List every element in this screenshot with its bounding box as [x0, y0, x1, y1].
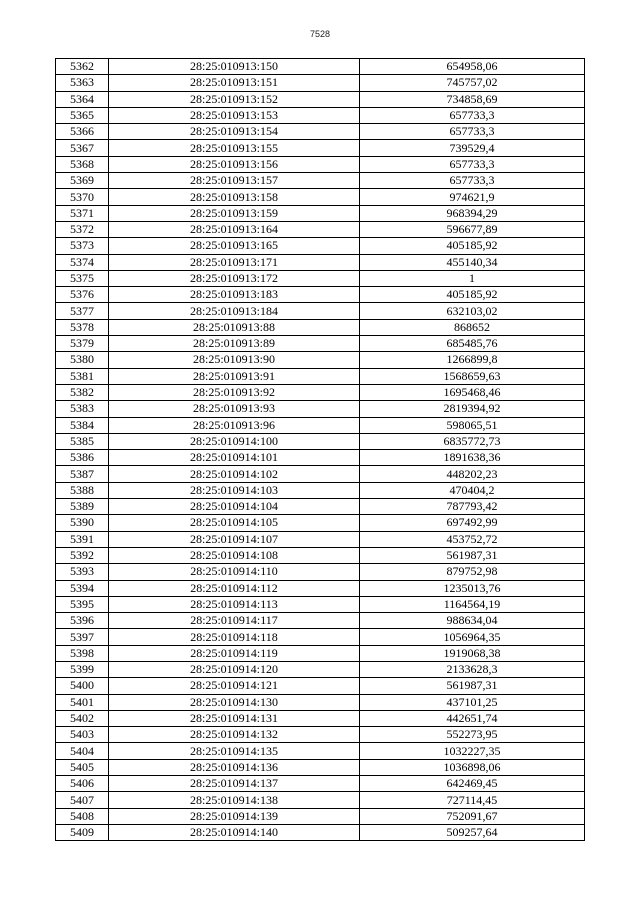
row-number-cell: 5377 — [56, 303, 109, 319]
table-row — [56, 678, 585, 694]
cadastral-value-cell: 642469,45 — [360, 776, 585, 792]
row-number-cell: 5402 — [56, 710, 109, 726]
row-number-cell: 5384 — [56, 417, 109, 433]
cadastral-value-cell: 657733,3 — [360, 124, 585, 140]
cadastral-value-cell: 596677,89 — [360, 221, 585, 237]
cadastral-number-cell: 28:25:010913:93 — [109, 401, 360, 417]
cadastral-number-cell: 28:25:010914:130 — [109, 694, 360, 710]
cadastral-value-cell: 442651,74 — [360, 710, 585, 726]
row-number-cell: 5378 — [56, 319, 109, 335]
row-number-cell: 5409 — [56, 824, 109, 840]
cadastral-value-cell: 657733,3 — [360, 156, 585, 172]
cadastral-number-cell: 28:25:010913:159 — [109, 205, 360, 221]
cadastral-value-cell: 1164564,19 — [360, 596, 585, 612]
cadastral-number-cell: 28:25:010914:131 — [109, 710, 360, 726]
cadastral-number-cell: 28:25:010913:89 — [109, 336, 360, 352]
cadastral-value-cell: 745757,02 — [360, 75, 585, 91]
table-row — [56, 499, 585, 515]
cadastral-number-cell: 28:25:010913:164 — [109, 221, 360, 237]
cadastral-number-cell: 28:25:010914:110 — [109, 564, 360, 580]
row-number-cell: 5406 — [56, 776, 109, 792]
table-row — [56, 189, 585, 205]
row-number-cell: 5371 — [56, 205, 109, 221]
cadastral-value-cell: 437101,25 — [360, 694, 585, 710]
row-number-cell: 5388 — [56, 482, 109, 498]
table-row — [56, 173, 585, 189]
table-row — [56, 336, 585, 352]
table-row — [56, 743, 585, 759]
table-row — [56, 482, 585, 498]
cadastral-value-cell: 1568659,63 — [360, 368, 585, 384]
cadastral-value-cell: 2133628,3 — [360, 661, 585, 677]
row-number-cell: 5391 — [56, 531, 109, 547]
row-number-cell: 5374 — [56, 254, 109, 270]
table-row — [56, 645, 585, 661]
cadastral-number-cell: 28:25:010913:152 — [109, 91, 360, 107]
table-row — [56, 319, 585, 335]
cadastral-value-cell: 2819394,92 — [360, 401, 585, 417]
cadastral-value-cell: 988634,04 — [360, 613, 585, 629]
cadastral-number-cell: 28:25:010913:96 — [109, 417, 360, 433]
row-number-cell: 5373 — [56, 238, 109, 254]
cadastral-number-cell: 28:25:010913:150 — [109, 59, 360, 75]
cadastral-number-cell: 28:25:010913:184 — [109, 303, 360, 319]
cadastral-number-cell: 28:25:010914:135 — [109, 743, 360, 759]
cadastral-number-cell: 28:25:010914:119 — [109, 645, 360, 661]
row-number-cell: 5398 — [56, 645, 109, 661]
table-row — [56, 254, 585, 270]
cadastral-value-cell: 1695468,46 — [360, 384, 585, 400]
table-row — [56, 710, 585, 726]
cadastral-value-cell: 6835772,73 — [360, 433, 585, 449]
cadastral-number-cell: 28:25:010913:151 — [109, 75, 360, 91]
cadastral-number-cell: 28:25:010914:132 — [109, 727, 360, 743]
cadastral-number-cell: 28:25:010913:183 — [109, 287, 360, 303]
row-number-cell: 5386 — [56, 450, 109, 466]
cadastral-number-cell: 28:25:010913:165 — [109, 238, 360, 254]
table-row — [56, 352, 585, 368]
table-row — [56, 433, 585, 449]
row-number-cell: 5387 — [56, 466, 109, 482]
row-number-cell: 5396 — [56, 613, 109, 629]
cadastral-value-cell: 1032227,35 — [360, 743, 585, 759]
cadastral-number-cell: 28:25:010914:100 — [109, 433, 360, 449]
cadastral-number-cell: 28:25:010914:101 — [109, 450, 360, 466]
cadastral-number-cell: 28:25:010913:91 — [109, 368, 360, 384]
row-number-cell: 5408 — [56, 808, 109, 824]
row-number-cell: 5368 — [56, 156, 109, 172]
table-row — [56, 694, 585, 710]
cadastral-value-cell: 405185,92 — [360, 238, 585, 254]
row-number-cell: 5390 — [56, 515, 109, 531]
cadastral-value-cell: 697492,99 — [360, 515, 585, 531]
table-row — [56, 808, 585, 824]
cadastral-number-cell: 28:25:010914:140 — [109, 824, 360, 840]
table-row — [56, 303, 585, 319]
cadastral-value-cell: 1235013,76 — [360, 580, 585, 596]
table-row — [56, 564, 585, 580]
table-row — [56, 91, 585, 107]
cadastral-value-cell: 1036898,06 — [360, 759, 585, 775]
cadastral-value-cell: 974621,9 — [360, 189, 585, 205]
cadastral-number-cell: 28:25:010913:153 — [109, 107, 360, 123]
cadastral-value-cell: 968394,29 — [360, 205, 585, 221]
cadastral-value-cell: 509257,64 — [360, 824, 585, 840]
row-number-cell: 5363 — [56, 75, 109, 91]
cadastral-number-cell: 28:25:010913:158 — [109, 189, 360, 205]
row-number-cell: 5389 — [56, 499, 109, 515]
cadastral-number-cell: 28:25:010914:113 — [109, 596, 360, 612]
cadastral-value-cell: 739529,4 — [360, 140, 585, 156]
row-number-cell: 5404 — [56, 743, 109, 759]
table-row — [56, 238, 585, 254]
row-number-cell: 5375 — [56, 270, 109, 286]
cadastral-number-cell: 28:25:010914:108 — [109, 547, 360, 563]
cadastral-value-cell: 405185,92 — [360, 287, 585, 303]
row-number-cell: 5394 — [56, 580, 109, 596]
table-row — [56, 221, 585, 237]
row-number-cell: 5380 — [56, 352, 109, 368]
table-row — [56, 124, 585, 140]
cadastral-value-cell: 727114,45 — [360, 792, 585, 808]
cadastral-number-cell: 28:25:010913:155 — [109, 140, 360, 156]
cadastral-value-cell: 734858,69 — [360, 91, 585, 107]
table-row — [56, 515, 585, 531]
cadastral-number-cell: 28:25:010913:90 — [109, 352, 360, 368]
table-row — [56, 792, 585, 808]
table-row — [56, 384, 585, 400]
cadastral-number-cell: 28:25:010914:105 — [109, 515, 360, 531]
cadastral-value-cell: 657733,3 — [360, 107, 585, 123]
cadastral-number-cell: 28:25:010913:157 — [109, 173, 360, 189]
cadastral-number-cell: 28:25:010913:154 — [109, 124, 360, 140]
row-number-cell: 5372 — [56, 221, 109, 237]
cadastral-number-cell: 28:25:010914:137 — [109, 776, 360, 792]
cadastral-number-cell: 28:25:010914:136 — [109, 759, 360, 775]
row-number-cell: 5367 — [56, 140, 109, 156]
table-row — [56, 368, 585, 384]
table-row — [56, 270, 585, 286]
table-row — [56, 156, 585, 172]
cadastral-number-cell: 28:25:010914:103 — [109, 482, 360, 498]
table-row — [56, 107, 585, 123]
row-number-cell: 5385 — [56, 433, 109, 449]
table-row — [56, 759, 585, 775]
cadastral-number-cell: 28:25:010914:107 — [109, 531, 360, 547]
cadastral-number-cell: 28:25:010914:117 — [109, 613, 360, 629]
cadastral-value-cell: 752091,67 — [360, 808, 585, 824]
cadastral-value-cell: 455140,34 — [360, 254, 585, 270]
table-row — [56, 287, 585, 303]
cadastral-value-cell: 552273,95 — [360, 727, 585, 743]
cadastral-value-cell: 561987,31 — [360, 547, 585, 563]
table-row — [56, 727, 585, 743]
table-row — [56, 613, 585, 629]
row-number-cell: 5381 — [56, 368, 109, 384]
cadastral-value-cell: 453752,72 — [360, 531, 585, 547]
row-number-cell: 5393 — [56, 564, 109, 580]
cadastral-value-cell: 868652 — [360, 319, 585, 335]
table-row — [56, 776, 585, 792]
row-number-cell: 5392 — [56, 547, 109, 563]
row-number-cell: 5369 — [56, 173, 109, 189]
cadastral-number-cell: 28:25:010914:139 — [109, 808, 360, 824]
table-row — [56, 450, 585, 466]
table-row — [56, 596, 585, 612]
cadastral-value-cell: 632103,02 — [360, 303, 585, 319]
cadastral-number-cell: 28:25:010914:102 — [109, 466, 360, 482]
row-number-cell: 5366 — [56, 124, 109, 140]
cadastral-value-cell: 1 — [360, 270, 585, 286]
cadastral-value-cell: 879752,98 — [360, 564, 585, 580]
row-number-cell: 5397 — [56, 629, 109, 645]
table-row — [56, 205, 585, 221]
cadastral-value-cell: 470404,2 — [360, 482, 585, 498]
cadastral-number-cell: 28:25:010914:112 — [109, 580, 360, 596]
row-number-cell: 5376 — [56, 287, 109, 303]
row-number-cell: 5383 — [56, 401, 109, 417]
table-row — [56, 661, 585, 677]
table-row — [56, 629, 585, 645]
row-number-cell: 5365 — [56, 107, 109, 123]
cadastral-value-cell: 448202,23 — [360, 466, 585, 482]
page-number: 7528 — [309, 29, 331, 39]
cadastral-value-cell: 657733,3 — [360, 173, 585, 189]
table-row — [56, 531, 585, 547]
cadastral-number-cell: 28:25:010913:92 — [109, 384, 360, 400]
table-row — [56, 466, 585, 482]
cadastral-value-cell: 1891638,36 — [360, 450, 585, 466]
cadastral-number-cell: 28:25:010914:118 — [109, 629, 360, 645]
table-row — [56, 824, 585, 840]
cadastral-value-table — [55, 58, 585, 841]
table-row — [56, 580, 585, 596]
cadastral-number-cell: 28:25:010913:171 — [109, 254, 360, 270]
cadastral-number-cell: 28:25:010913:172 — [109, 270, 360, 286]
row-number-cell: 5364 — [56, 91, 109, 107]
cadastral-value-cell: 787793,42 — [360, 499, 585, 515]
table-row — [56, 59, 585, 75]
table-row — [56, 417, 585, 433]
cadastral-number-cell: 28:25:010914:138 — [109, 792, 360, 808]
cadastral-number-cell: 28:25:010914:120 — [109, 661, 360, 677]
table-body — [56, 59, 585, 841]
row-number-cell: 5401 — [56, 694, 109, 710]
row-number-cell: 5403 — [56, 727, 109, 743]
cadastral-number-cell: 28:25:010913:156 — [109, 156, 360, 172]
cadastral-value-cell: 598065,51 — [360, 417, 585, 433]
row-number-cell: 5382 — [56, 384, 109, 400]
row-number-cell: 5400 — [56, 678, 109, 694]
cadastral-value-cell: 1919068,38 — [360, 645, 585, 661]
cadastral-value-cell: 685485,76 — [360, 336, 585, 352]
row-number-cell: 5379 — [56, 336, 109, 352]
table-row — [56, 75, 585, 91]
table-row — [56, 140, 585, 156]
row-number-cell: 5370 — [56, 189, 109, 205]
cadastral-number-cell: 28:25:010914:121 — [109, 678, 360, 694]
cadastral-value-cell: 1056964,35 — [360, 629, 585, 645]
row-number-cell: 5399 — [56, 661, 109, 677]
cadastral-number-cell: 28:25:010913:88 — [109, 319, 360, 335]
table-row — [56, 401, 585, 417]
row-number-cell: 5362 — [56, 59, 109, 75]
row-number-cell: 5407 — [56, 792, 109, 808]
cadastral-value-cell: 654958,06 — [360, 59, 585, 75]
cadastral-value-cell: 561987,31 — [360, 678, 585, 694]
row-number-cell: 5405 — [56, 759, 109, 775]
cadastral-value-cell: 1266899,8 — [360, 352, 585, 368]
row-number-cell: 5395 — [56, 596, 109, 612]
table-row — [56, 547, 585, 563]
cadastral-number-cell: 28:25:010914:104 — [109, 499, 360, 515]
